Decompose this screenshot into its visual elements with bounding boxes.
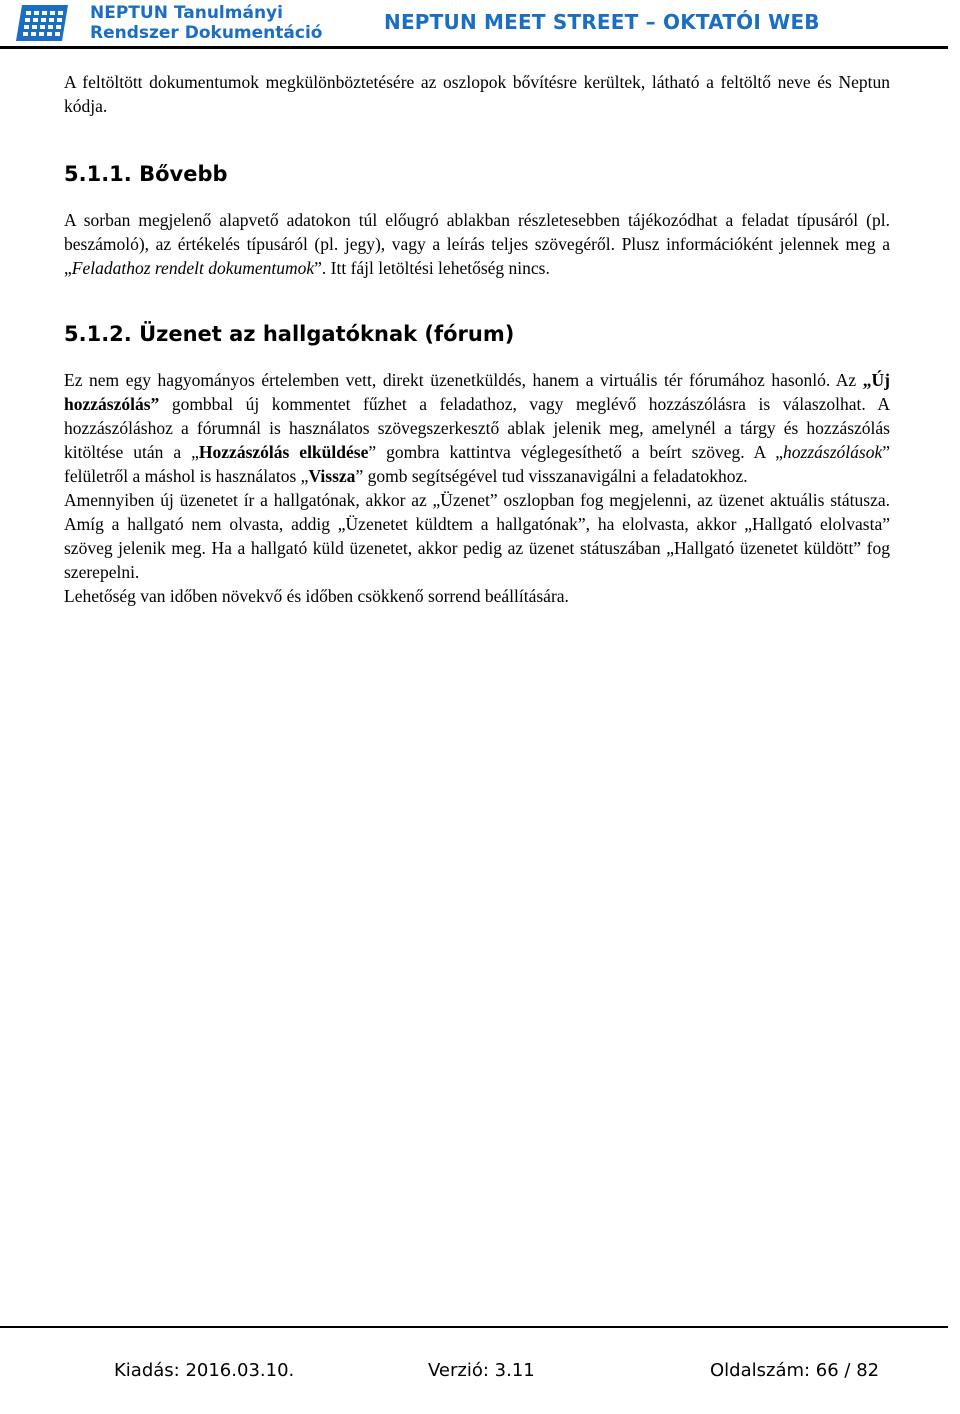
- new-comment-term: „Új hozzászólás”: [64, 370, 890, 414]
- section-5-1-2-paragraph-2: Amennyiben új üzenetet ír a hallgatónak, akkor az „Üzenet” oszlopban fog megjelenni, az üzenet aktuális státusza. Amíg a hallgató nem olvasta, addig „Üzenetet küldtem a hallgatónak”, ha elolvasta, akkor „Hallgató elolvasta” szöveg jelenik meg. Ha a hallgató küld üzenetet, akkor pedig az üzenet státuszában „Hallgató üzenetet küldött” fog szerepelni.: [64, 490, 890, 582]
- neptun-logo-icon: [14, 3, 70, 43]
- brand-name: [90, 3, 322, 43]
- section-heading-5-1-1: 5.1.1. Bővebb: [64, 162, 228, 186]
- page-content: [64, 70, 890, 608]
- brand-line-2: Rendszer Dokumentáció: [90, 23, 323, 43]
- header-divider: [0, 46, 948, 49]
- section-heading-5-1-2: 5.1.2. Üzenet az hallgatóknak (fórum): [64, 322, 515, 346]
- footer-divider: [0, 1326, 948, 1328]
- section-5-1-2-paragraph-1: Ez nem egy hagyományos értelemben vett, direkt üzenetküldés, hanem a virtuális tér fórumához hasonló. Az „Új hozzászólás” gombbal új kommentet fűzhet a feladathoz, vagy meglévő hozzászólásra is válaszolhat. A hozzászóláshoz a fórumnál is használatos szövegszerkesztő ablak jelenik meg, amelynél a tárgy és hozzászólás kitöltése után a „Hozzászólás elküldése” gombra kattintva véglegesíthető a beírt szöveg. A „hozzászólások” felületről a máshol is használatos „Vissza” gomb segítségével tud visszanavigálni a feladatokhoz.: [64, 370, 890, 486]
- section-5-1-1-paragraph: A sorban megjelenő alapvető adatokon túl előugró ablakban részletesebben tájékozódhat a feladat típusáról (pl. beszámoló), az értékelés típusáról (pl. jegy), vagy a leírás teljes szövegéről. Plusz információként jelennek meg a „Feladathoz rendelt dokumentumok”. Itt fájl letöltési lehetőség nincs.: [64, 210, 890, 278]
- footer-version: Verzió: 3.11: [428, 1360, 535, 1381]
- document-title: NEPTUN MEET STREET – OKTATÓI WEB: [384, 10, 820, 34]
- assigned-documents-term: Feladathoz rendelt dokumentumok: [71, 258, 315, 278]
- back-term: Vissza: [308, 466, 356, 486]
- section-5-1-2-paragraph-3: Lehetőség van időben növekvő és időben csökkenő sorrend beállítására.: [64, 586, 569, 606]
- send-comment-term: Hozzászólás elküldése: [198, 442, 369, 462]
- comments-term: hozzászólások: [783, 442, 883, 462]
- page-header: [0, 0, 960, 50]
- footer-page-number: Oldalszám: 66 / 82: [710, 1360, 880, 1381]
- footer-edition: Kiadás: 2016.03.10.: [114, 1360, 295, 1381]
- brand-line-1: NEPTUN Tanulmányi: [90, 3, 283, 23]
- intro-paragraph: A feltöltött dokumentumok megkülönböztetésére az oszlopok bővítésre kerültek, látható a feltöltő neve és Neptun kódja.: [64, 72, 890, 116]
